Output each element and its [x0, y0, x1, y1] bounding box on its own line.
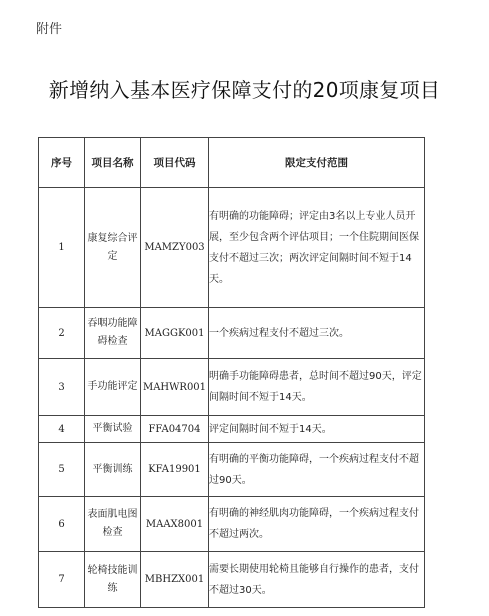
table-row: [39, 497, 425, 552]
row-code: MAMZY003: [141, 188, 209, 308]
row-scope: 有明确的功能障碍；评定由3名以上专业人员开展，至少包含两个评估项目；一个住院期间医保支付不超过三次；两次评定间隔时间不短于14天。: [209, 188, 425, 308]
row-name: 轮椅技能训练: [85, 552, 141, 608]
row-name: 康复综合评定: [85, 188, 141, 308]
table-row: [39, 443, 425, 497]
row-seq: 4: [39, 416, 85, 443]
row-code: FFA04704: [141, 416, 209, 443]
row-name: 手功能评定: [85, 359, 141, 416]
column-header-code: 项目代码: [141, 138, 209, 188]
row-scope: 一个疾病过程支付不超过三次。: [209, 308, 425, 359]
row-code: KFA19901: [141, 443, 209, 497]
row-name: 平衡训练: [85, 443, 141, 497]
row-seq: 3: [39, 359, 85, 416]
table-row: [39, 552, 425, 608]
row-scope: 评定间隔时间不短于14天。: [209, 416, 425, 443]
row-code: MAHWR001: [141, 359, 209, 416]
row-seq: 1: [39, 188, 85, 308]
row-seq: 5: [39, 443, 85, 497]
table-row: [39, 416, 425, 443]
table-row: [39, 359, 425, 416]
column-header-name: 项目名称: [85, 138, 141, 188]
row-name: 吞咽功能障碍检查: [85, 308, 141, 359]
table-header-row: [39, 138, 425, 188]
row-scope: 需要长期使用轮椅且能够自行操作的患者，支付不超过30天。: [209, 552, 425, 608]
row-code: MAGGK001: [141, 308, 209, 359]
attachment-label: 附件: [36, 22, 63, 37]
row-seq: 6: [39, 497, 85, 552]
row-name: 表面肌电图检查: [85, 497, 141, 552]
row-code: MAAX8001: [141, 497, 209, 552]
row-scope: 有明确的神经肌肉功能障碍，一个疾病过程支付不超过两次。: [209, 497, 425, 552]
row-seq: 7: [39, 552, 85, 608]
column-header-seq: 序号: [39, 138, 85, 188]
column-header-scope: 限定支付范围: [209, 138, 425, 188]
row-scope: 明确手功能障碍患者，总时间不超过90天，评定间隔时间不短于14天。: [209, 359, 425, 416]
row-name: 平衡试验: [85, 416, 141, 443]
row-code: MBHZX001: [141, 552, 209, 608]
document-title: 新增纳入基本医疗保障支付的20项康复项目: [48, 78, 441, 102]
row-seq: 2: [39, 308, 85, 359]
row-scope: 有明确的平衡功能障碍，一个疾病过程支付不超过90天。: [209, 443, 425, 497]
rehab-items-table: [38, 137, 425, 608]
table-row: [39, 308, 425, 359]
table-row: [39, 188, 425, 308]
